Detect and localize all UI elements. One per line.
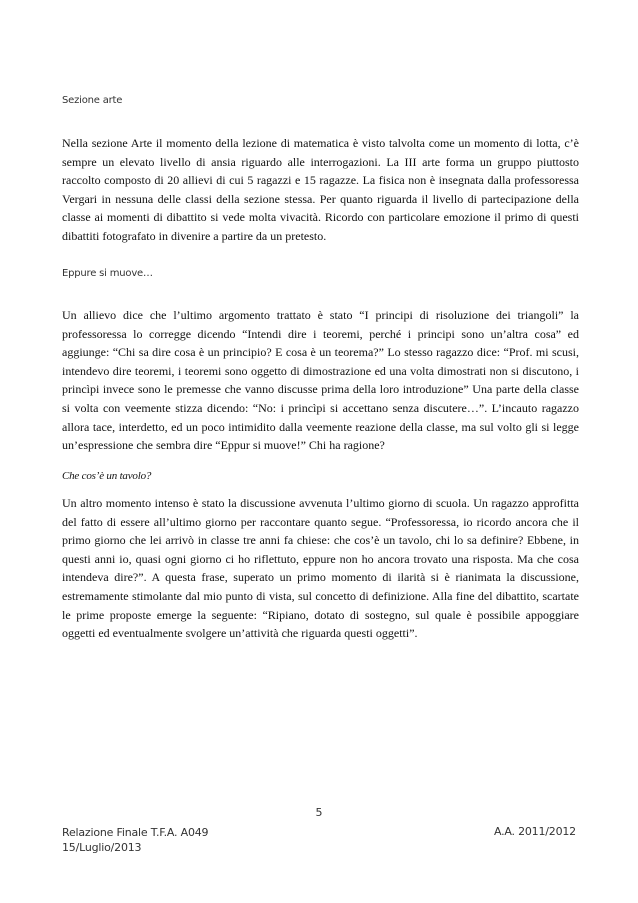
page-number: 5: [315, 806, 323, 819]
section-title: Sezione arte: [62, 95, 123, 106]
footer-academic-year: A.A. 2011/2012: [493, 825, 576, 838]
footer-report-title: Relazione Finale T.F.A. A049: [62, 826, 209, 839]
subtitle-che-cos-e-un-tavolo: Che cos’è un tavolo?: [62, 470, 152, 482]
paragraph-intro: Nella sezione Arte il momento della lezione di matematica è visto talvolta come un momento di lotta, c’è sempre un elevato livello di ansia riguardo alle interrogazioni. La III arte forma un gruppo piuttosto raccolto composto di 20 allievi di cui 5 ragazzi e 15 ragazze. La fisica non è insegnata dalla professoressa Vergari in nessuna delle classi della sezione stessa. Per quanto riguarda il livello di partecipazione della classe ai momenti di dibattito si vede molta vivacità. Ricordo con particolare emozione il primo di questi dibattiti fotografato in divenire a partire da un pretesto.: [62, 136, 579, 243]
footer-left: [62, 825, 208, 855]
paragraph-tavolo: Un altro momento intenso è stato la discussione avvenuta l’ultimo giorno di scuola. Un ragazzo approfitta del fatto di essere all’ultimo giorno per raccontare quanto segue. “Professoressa, io ricordo ancora che il primo giorno che lei arrivò in classe tre anni fa chiese: che cos’è un tavolo, chi lo sa definire? Ebbene, in questi anni io, quasi ogni giorno ci ho riflettuto, eppure non ho ancora trovato una risposta. Ma che cosa intendeva dire?”. A questa frase, superato un primo momento di ilarità si è rianimata la discussione, estremamente stimolante dal mio punto di vista, sul concetto di definizione. Alla fine del dibattito, scartate le prime proposte emerge la seguente: “Ripiano, dotato di sostegno, sul quale è possibile appoggiare oggetti ed eventualmente svolgere un’attività che riguarda questi oggetti”.: [62, 496, 579, 641]
paragraph-eppure-si-muove: Un allievo dice che l’ultimo argomento trattato è stato “I principi di risoluzione dei triangoli” la professoressa lo corregge dicendo “Intendi dire i teoremi, perché i principi sono un’altra cosa” ed aggiunge: “Chi sa dire cosa è un principio? E cosa è un teorema?” Lo stesso ragazzo dice: “Prof. mi scusi, intendevo dire teoremi, i teoremi sono oggetto di dimostrazione ed una volta dimostrati non si discutono, i princìpi invece sono le premesse che vanno discusse prima della loro introduzione” Una parte della classe si volta con veemente stizza dicendo: “No: i princìpi si accettano senza discutere…”. L’incauto ragazzo allora tace, interdetto, ed un poco intimidito dalla veemente reazione della classe, ma sul volto gli si legge un’espressione che sembra dire “Eppur si muove!” Chi ha ragione?: [62, 308, 579, 453]
subtitle-eppure-si-muove: Eppure si muove…: [62, 268, 153, 279]
footer-date: 15/Luglio/2013: [62, 841, 142, 854]
